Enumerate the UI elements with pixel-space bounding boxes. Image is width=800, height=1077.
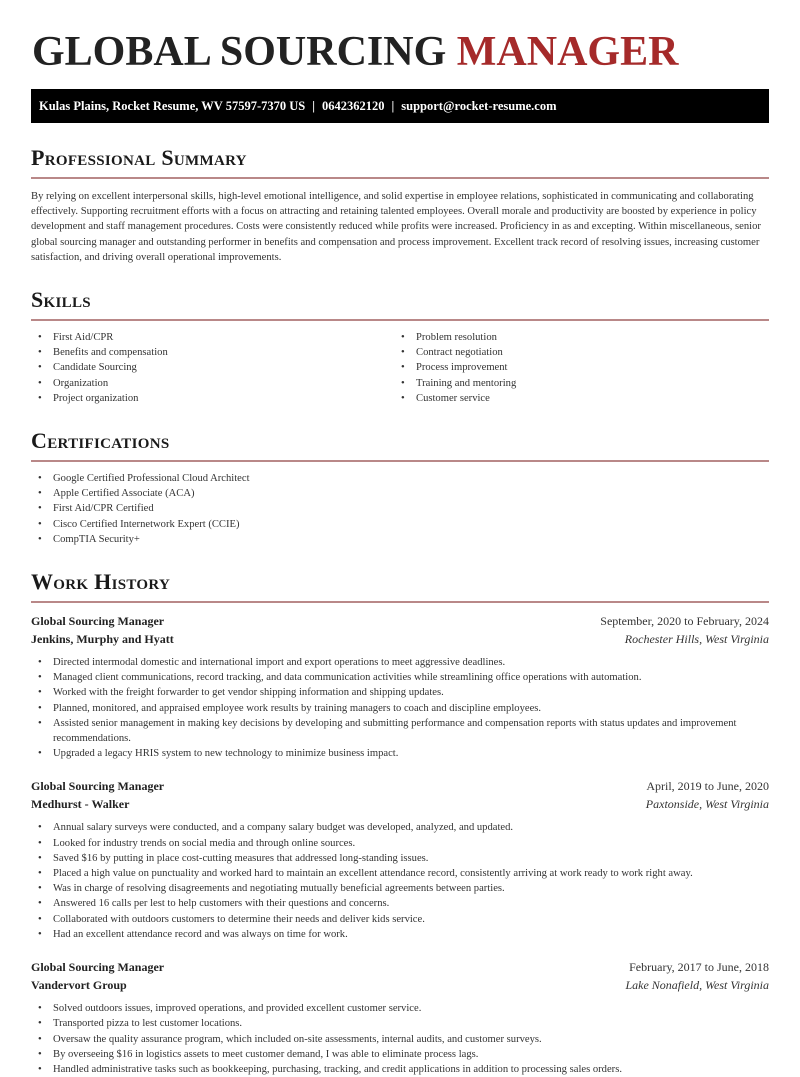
job-bullet: • Planned, monitored, and appraised employee work results by training managers to coach and discipline employees. bbox=[31, 701, 769, 716]
certification-item: • Google Certified Professional Cloud Architect bbox=[31, 471, 769, 486]
name-primary: GLOBAL SOURCING bbox=[32, 29, 447, 75]
job-header-row bbox=[31, 613, 769, 631]
contact-email: support@rocket-resume.com bbox=[401, 99, 557, 113]
job-bullet: • Saved $16 by putting in place cost-cutting measures that addressed long-standing issues. bbox=[31, 851, 769, 866]
job-title: Global Sourcing Manager bbox=[31, 960, 165, 975]
certification-item: • Apple Certified Associate (ACA) bbox=[31, 486, 769, 501]
contact-separator: | bbox=[391, 99, 395, 113]
name-accent: MANAGER bbox=[456, 29, 679, 75]
job-bullets bbox=[31, 820, 769, 942]
job-company-row bbox=[31, 977, 769, 995]
job-bullet: • Managed client communications, record tracking, and data communication activities while streamlining office operations with automation. bbox=[31, 670, 769, 685]
job-company: Jenkins, Murphy and Hyatt bbox=[31, 631, 174, 646]
section-divider bbox=[31, 460, 769, 462]
skill-item: • Process improvement bbox=[394, 360, 757, 375]
job-location: Paxtonside, West Virginia bbox=[645, 796, 769, 811]
skill-item: • Project organization bbox=[31, 391, 394, 406]
skills-column-left bbox=[31, 330, 394, 406]
job-bullet: • Looked for industry trends on social media and through online sources. bbox=[31, 836, 769, 851]
skill-item: • Problem resolution bbox=[394, 330, 757, 345]
contact-bar bbox=[31, 89, 769, 123]
job-location: Lake Nonafield, West Virginia bbox=[625, 977, 769, 992]
skills-column-right bbox=[394, 330, 757, 406]
job-bullets bbox=[31, 655, 769, 761]
job-dates: April, 2019 to June, 2020 bbox=[646, 779, 769, 794]
skill-item: • Organization bbox=[31, 376, 394, 391]
job-company-row bbox=[31, 796, 769, 814]
certification-item: • First Aid/CPR Certified bbox=[31, 501, 769, 516]
job-bullet: • Placed a high value on punctuality and worked hard to maintain an excellent attendance record, consistently arriving at work ready to work right away. bbox=[31, 866, 769, 881]
skill-item: • Contract negotiation bbox=[394, 345, 757, 360]
job-dates: February, 2017 to June, 2018 bbox=[629, 960, 769, 975]
certification-item: • CompTIA Security+ bbox=[31, 532, 769, 547]
job-bullet: • Worked with the freight forwarder to get vendor shipping information and shipping updates. bbox=[31, 685, 769, 700]
job-dates: September, 2020 to February, 2024 bbox=[600, 614, 769, 629]
job-company: Vandervort Group bbox=[31, 977, 127, 992]
job-entry bbox=[31, 959, 769, 1077]
summary-heading: Professional Summary bbox=[31, 145, 247, 170]
job-title: Global Sourcing Manager bbox=[31, 614, 165, 629]
job-company-row bbox=[31, 631, 769, 649]
job-bullet: • Annual salary surveys were conducted, and a company salary budget was developed, analyzed, and updated. bbox=[31, 820, 769, 835]
job-company: Medhurst - Walker bbox=[31, 796, 130, 811]
job-header-row bbox=[31, 778, 769, 796]
resume-page bbox=[0, 28, 800, 1077]
skill-item: • Customer service bbox=[394, 391, 757, 406]
job-bullet: • Solved outdoors issues, improved operations, and provided excellent customer service. bbox=[31, 1001, 769, 1016]
job-entry bbox=[31, 613, 769, 761]
job-location: Rochester Hills, West Virginia bbox=[624, 631, 769, 646]
job-bullet: • Oversaw the quality assurance program, which included on-site assessments, internal audits, and customer surveys. bbox=[31, 1032, 769, 1047]
contact-address: Kulas Plains, Rocket Resume, WV 57597-7370 US bbox=[39, 99, 306, 113]
job-bullet: • Had an excellent attendance record and was always on time for work. bbox=[31, 927, 769, 942]
job-bullet: • Was in charge of resolving disagreements and negotiating mutually beneficial agreements between parties. bbox=[31, 881, 769, 896]
job-bullet: • Directed intermodal domestic and international import and export operations to meet aggressive deadlines. bbox=[31, 655, 769, 670]
job-bullet: • Assisted senior management in making key decisions by developing and submitting performance and compensation reports with status updates and improvement recommendations. bbox=[31, 716, 769, 746]
contact-phone: 0642362120 bbox=[321, 99, 385, 113]
job-bullet: • Transported pizza to lest customer locations. bbox=[31, 1016, 769, 1031]
skills-list bbox=[31, 330, 769, 406]
certifications-list bbox=[31, 471, 769, 547]
summary-text: By relying on excellent interpersonal skills, high-level emotional intelligence, and solid expertise in employee relations, sophisticated in communicating and collaborating effectively. Supporting recruitment efforts with a focus on attracting and retaining talented employees. Overall morale and productivity are boosted by experience in policy development and staff management procedures. Costs were consistently reduced while profits were increased. Proficiency in as and excepting. Within miscellaneous, senior global sourcing manager and outstanding performer in benefits and compensation and process improvement. Excellent track record of resolving issues, increasing customer satisfaction, and driving overall operational improvements. bbox=[31, 191, 761, 263]
job-bullets bbox=[31, 1001, 769, 1077]
contact-separator: | bbox=[312, 99, 315, 113]
job-bullet: • Upgraded a legacy HRIS system to new technology to minimize business impact. bbox=[31, 746, 769, 761]
job-entry bbox=[31, 778, 769, 942]
skills-heading: Skills bbox=[31, 287, 91, 313]
section-divider bbox=[31, 319, 769, 321]
job-bullet: • Handled administrative tasks such as bookkeeping, purchasing, tracking, and credit applications in addition to processing sales orders. bbox=[31, 1062, 769, 1077]
certifications-heading: Certifications bbox=[31, 428, 170, 454]
skill-item: • Benefits and compensation bbox=[31, 345, 394, 360]
job-title: Global Sourcing Manager bbox=[31, 779, 165, 794]
job-bullet: • By overseeing $16 in logistics assets to meet customer demand, I was able to eliminate process lags. bbox=[31, 1047, 769, 1062]
section-divider bbox=[31, 177, 769, 179]
resume-name-heading bbox=[32, 28, 769, 76]
skill-item: • First Aid/CPR bbox=[31, 330, 394, 345]
job-bullet: • Collaborated with outdoors customers to determine their needs and deliver kids service. bbox=[31, 912, 769, 927]
certification-item: • Cisco Certified Internetwork Expert (CCIE) bbox=[31, 517, 769, 532]
job-bullet: • Answered 16 calls per lest to help customers with their questions and concerns. bbox=[31, 896, 769, 911]
job-header-row bbox=[31, 959, 769, 977]
skill-item: • Training and mentoring bbox=[394, 376, 757, 391]
skill-item: • Candidate Sourcing bbox=[31, 360, 394, 375]
section-divider bbox=[31, 601, 769, 603]
work-history-heading: Work History bbox=[31, 569, 171, 595]
